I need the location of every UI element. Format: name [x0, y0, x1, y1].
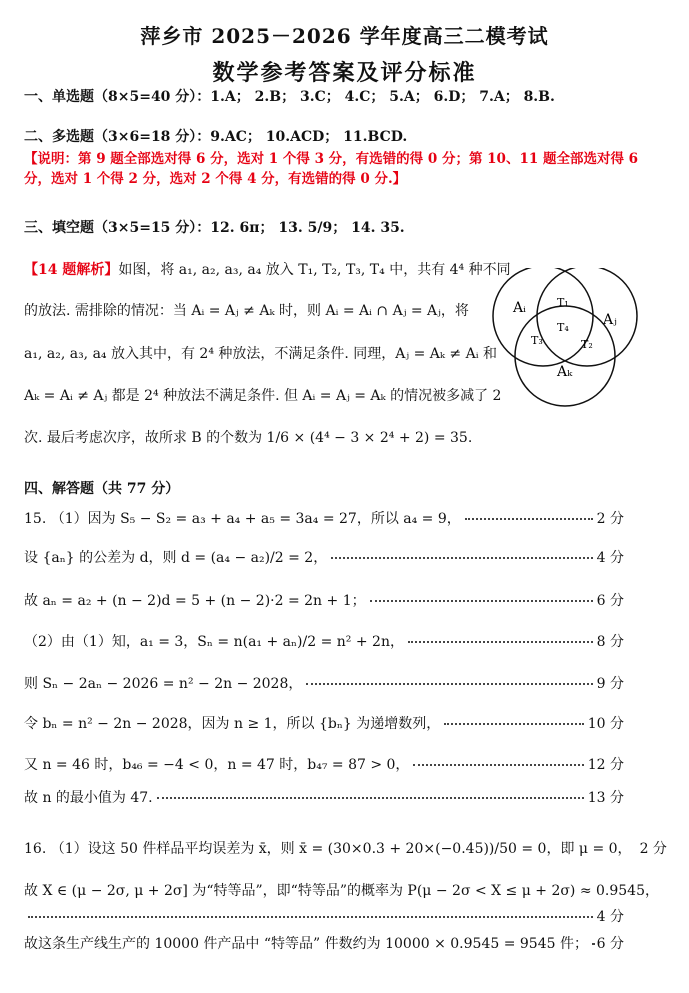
venn-circle-ai: [493, 268, 593, 366]
q15-step: [24, 754, 624, 774]
q15-step: [24, 713, 624, 733]
multi-choice-note-line-2: 分，选对 1 个得 2 分，选对 2 个得 4 分，有选错的得 0 分.】: [24, 171, 407, 187]
venn-label-t1: T₁: [557, 296, 569, 309]
multi-choice-note-line-1: 【说明：第 9 题全部选对得 6 分，选对 1 个得 3 分，有选错的得 0 分；第 10、11 题全部选对得 6: [24, 151, 639, 167]
q14-analysis-line-2: 的放法. 需排除的情况：当 Aᵢ = Aⱼ ≠ Aₖ 时，则 Aᵢ = Aᵢ ∩ Aⱼ = Aⱼ，将: [24, 303, 469, 319]
q15-step-text: （2）由（1）知，a₁ = 3，Sₙ = n(a₁ + aₙ)/2 = n² + 2n，: [24, 634, 404, 650]
dot-leader: [408, 641, 593, 643]
q15-step-points: 10 分: [587, 716, 624, 732]
q16-step-points: 2 分: [639, 841, 667, 857]
q15-step-text: 15. （1）因为 S₅ − S₂ = a₃ + a₄ + a₅ = 3a₄ = 27，所以 a₄ = 9，: [24, 511, 461, 527]
dot-leader: [413, 764, 583, 766]
q15-step-points: 13 分: [587, 790, 624, 806]
page-subtitle: 数学参考答案及评分标准: [212, 60, 477, 86]
q16-step: [24, 880, 659, 900]
q16-step: [24, 838, 667, 858]
dot-leader: [465, 518, 593, 520]
dot-leader: [592, 943, 593, 945]
q16-step: [24, 933, 624, 953]
q15-step-text: 又 n = 46 时，b₄₆ = −4 < 0，n = 47 时，b₄₇ = 87 > 0，: [24, 757, 410, 773]
q15-step-points: 9 分: [596, 676, 624, 692]
q15-step: [24, 631, 624, 651]
venn-label-ai: Aᵢ: [513, 300, 526, 316]
q16-step-text: 16. （1）设这 50 件样品平均误差为 x̄，则 x̄ = (30×0.3 + 20×(−0.45))/50 = 0，即 μ = 0，: [24, 841, 632, 857]
q15-step-points: 4 分: [596, 550, 624, 566]
dot-leader: [157, 797, 584, 799]
q16-step-points: 6 分: [596, 936, 624, 952]
venn-label-ak: Aₖ: [557, 364, 573, 380]
q15-step: [24, 547, 624, 567]
venn-label-aj: Aⱼ: [603, 312, 617, 328]
section4-title: 四、解答题（共 77 分）: [24, 481, 180, 497]
page-title: 萍乡市 2025－2026 学年度高三二模考试: [140, 24, 549, 48]
q16-step: [24, 906, 624, 926]
fill-blank-answers: 三、填空题（3×5=15 分）：12. 6π； 13. 5/9； 14. 35.: [24, 220, 405, 236]
q15-step-points: 8 分: [596, 634, 624, 650]
q15-step: [24, 673, 624, 693]
dot-leader: [370, 600, 593, 602]
multi-choice-answers: 二、多选题（3×6=18 分）：9.AC； 10.ACD； 11.BCD.: [24, 129, 408, 145]
q15-step-text: 故 n 的最小值为 47.: [24, 790, 153, 806]
dot-leader: [444, 723, 583, 725]
q16-step-text: 故这条生产线生产的 10000 件产品中 “特等品” 件数约为 10000 × 0.9545 = 9545 件；: [24, 936, 588, 952]
q16-step-points: 4 分: [596, 909, 624, 925]
single-choice-answers: 一、单选题（8×5=40 分）：1.A； 2.B； 3.C； 4.C； 5.A； 6.D； 7.A； 8.B.: [24, 89, 555, 105]
q14-analysis-line-1: 如图，将 a₁, a₂, a₃, a₄ 放入 T₁, T₂, T₃, T₄ 中，共有 4⁴ 种不同: [118, 262, 511, 278]
dot-leader: [306, 683, 592, 685]
q15-step-points: 12 分: [587, 757, 624, 773]
q14-analysis-line-5: 次. 最后考虑次序，故所求 B 的个数为 1/6 × (4⁴ − 3 × 2⁴ + 2) = 35.: [24, 430, 473, 446]
q15-step-text: 则 Sₙ − 2aₙ − 2026 = n² − 2n − 2028，: [24, 676, 303, 692]
q16-step-text: 故 X ∈ (μ − 2σ, μ + 2σ] 为“特等品”，即“特等品”的概率为 P(μ − 2σ < X ≤ μ + 2σ) ≈ 0.9545，: [24, 883, 659, 899]
q15-step: [24, 508, 624, 528]
venn-diagram: [485, 268, 645, 408]
venn-label-t4: T₄: [557, 321, 569, 334]
q15-step-points: 2 分: [596, 511, 624, 527]
dot-leader: [331, 557, 592, 559]
q14-analysis-tag: 【14 题解析】: [24, 262, 119, 278]
q15-step: [24, 787, 624, 807]
q15-step-text: 故 aₙ = a₂ + (n − 2)d = 5 + (n − 2)·2 = 2n + 1；: [24, 593, 366, 609]
q15-step-text: 令 bₙ = n² − 2n − 2028，因为 n ≥ 1，所以 {bₙ} 为递增数列，: [24, 716, 441, 732]
venn-label-t2: T₂: [581, 338, 593, 351]
dot-leader: [28, 916, 593, 918]
q14-analysis-line-3: a₁, a₂, a₃, a₄ 放入其中，有 2⁴ 种放法，不满足条件. 同理，Aⱼ = Aₖ ≠ Aᵢ 和: [24, 346, 497, 362]
venn-label-t3: T₃: [531, 334, 543, 347]
q14-analysis: [24, 260, 511, 300]
q15-step-points: 6 分: [596, 593, 624, 609]
q14-analysis-line-4: Aₖ = Aᵢ ≠ Aⱼ 都是 2⁴ 种放法不满足条件. 但 Aᵢ = Aⱼ = Aₖ 的情况被多减了 2: [24, 388, 502, 404]
q15-step-text: 设 {aₙ} 的公差为 d，则 d = (a₄ − a₂)/2 = 2，: [24, 550, 328, 566]
venn-circle-aj: [537, 268, 637, 366]
q15-step: [24, 590, 624, 610]
